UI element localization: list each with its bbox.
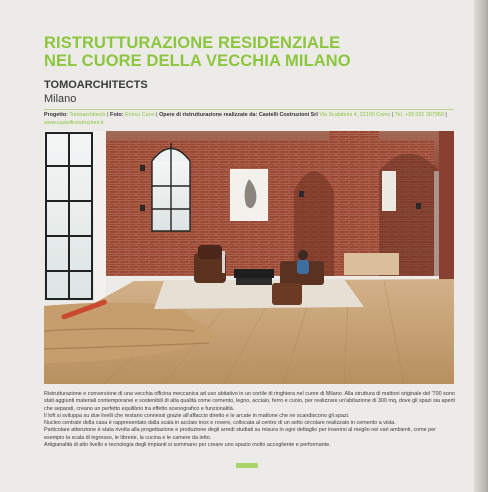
article-body (44, 391, 456, 449)
credits: Progetto: Tomoarchitects | Foto: Enrico Cano | Opere di ristrutturazione realizzate da: Castelli Costruzioni Srl Via Scalabrini 4, 22100 Como | Tel. +39 031 307959 | www.castellicostruzioni.it (44, 112, 447, 126)
article-title (44, 34, 454, 70)
title-line-2: NEL CUORE DELLA VECCHIA MILANO (44, 52, 351, 70)
body-paragraph: Particolare attenzione è stata rivolta alla progettazione e produzione degli arredi studiati su misura in ogni dettaglio per inserirsi al meglio nei vari ambienti, come per esempio la scala di ingresso, le librerie, la cucina e le camere da letto. (44, 427, 436, 441)
body-paragraph: Artigianalità di alto livello e tecnologia degli impianti si sommano per creare uno spazio molto accogliente e performante. (44, 442, 331, 449)
body-paragraph: Ristrutturazione e conversione di una vecchia officina meccanica ad uso abitativo in un cortile di ringhiera nel cuore di Milano. Alla struttura di mattoni originale del '700 sono stati aggiunti materiali contemporanei e sostenibili di alta qualità come cemento, legno, acciaio, ferro e cuoio, per realizzare un'abitazione di 300 mq, dove gli spazi sia aperti che separati, creano un perfetto equilibrio tra effetto scenografico e funzionalità. (44, 391, 455, 412)
title-line-1: RISTRUTTURAZIONE RESIDENZIALE (44, 34, 341, 52)
page-gutter-shadow (474, 0, 488, 492)
page-marker (236, 463, 258, 468)
body-paragraph: Nucleo centrale della casa è rappresentato dalla scala in acciaio inox e rovere, collocata al centro di un setto circolare realizzato in cemento a vista. (44, 420, 396, 427)
works-label: Opere di ristrutturazione realizzate da: Castelli Costruzioni Srl (159, 112, 318, 118)
project-label: Progetto: (44, 112, 68, 118)
tel-label: Tel. +39 031 (394, 112, 425, 118)
project-value: Tomoarchitects (69, 112, 106, 118)
photo-label: Foto: (110, 112, 124, 118)
studio-name: TOMOARCHITECTS (44, 79, 148, 91)
loft-interior-photo (44, 131, 454, 384)
works-address: Via Scalabrini 4, 22100 Como (319, 112, 391, 118)
divider (44, 109, 454, 110)
photo-value: Enrico Cano (125, 112, 155, 118)
city-name: Milano (44, 93, 77, 105)
body-paragraph: Il loft si sviluppa su due livelli che restano connessi grazie all'affaccio diretto e le arcate in mattone che ne scandiscono gli spazi. (44, 412, 350, 419)
tel-value: 307959 (425, 112, 444, 118)
website-link[interactable]: www.castellicostruzioni.it (44, 119, 104, 126)
